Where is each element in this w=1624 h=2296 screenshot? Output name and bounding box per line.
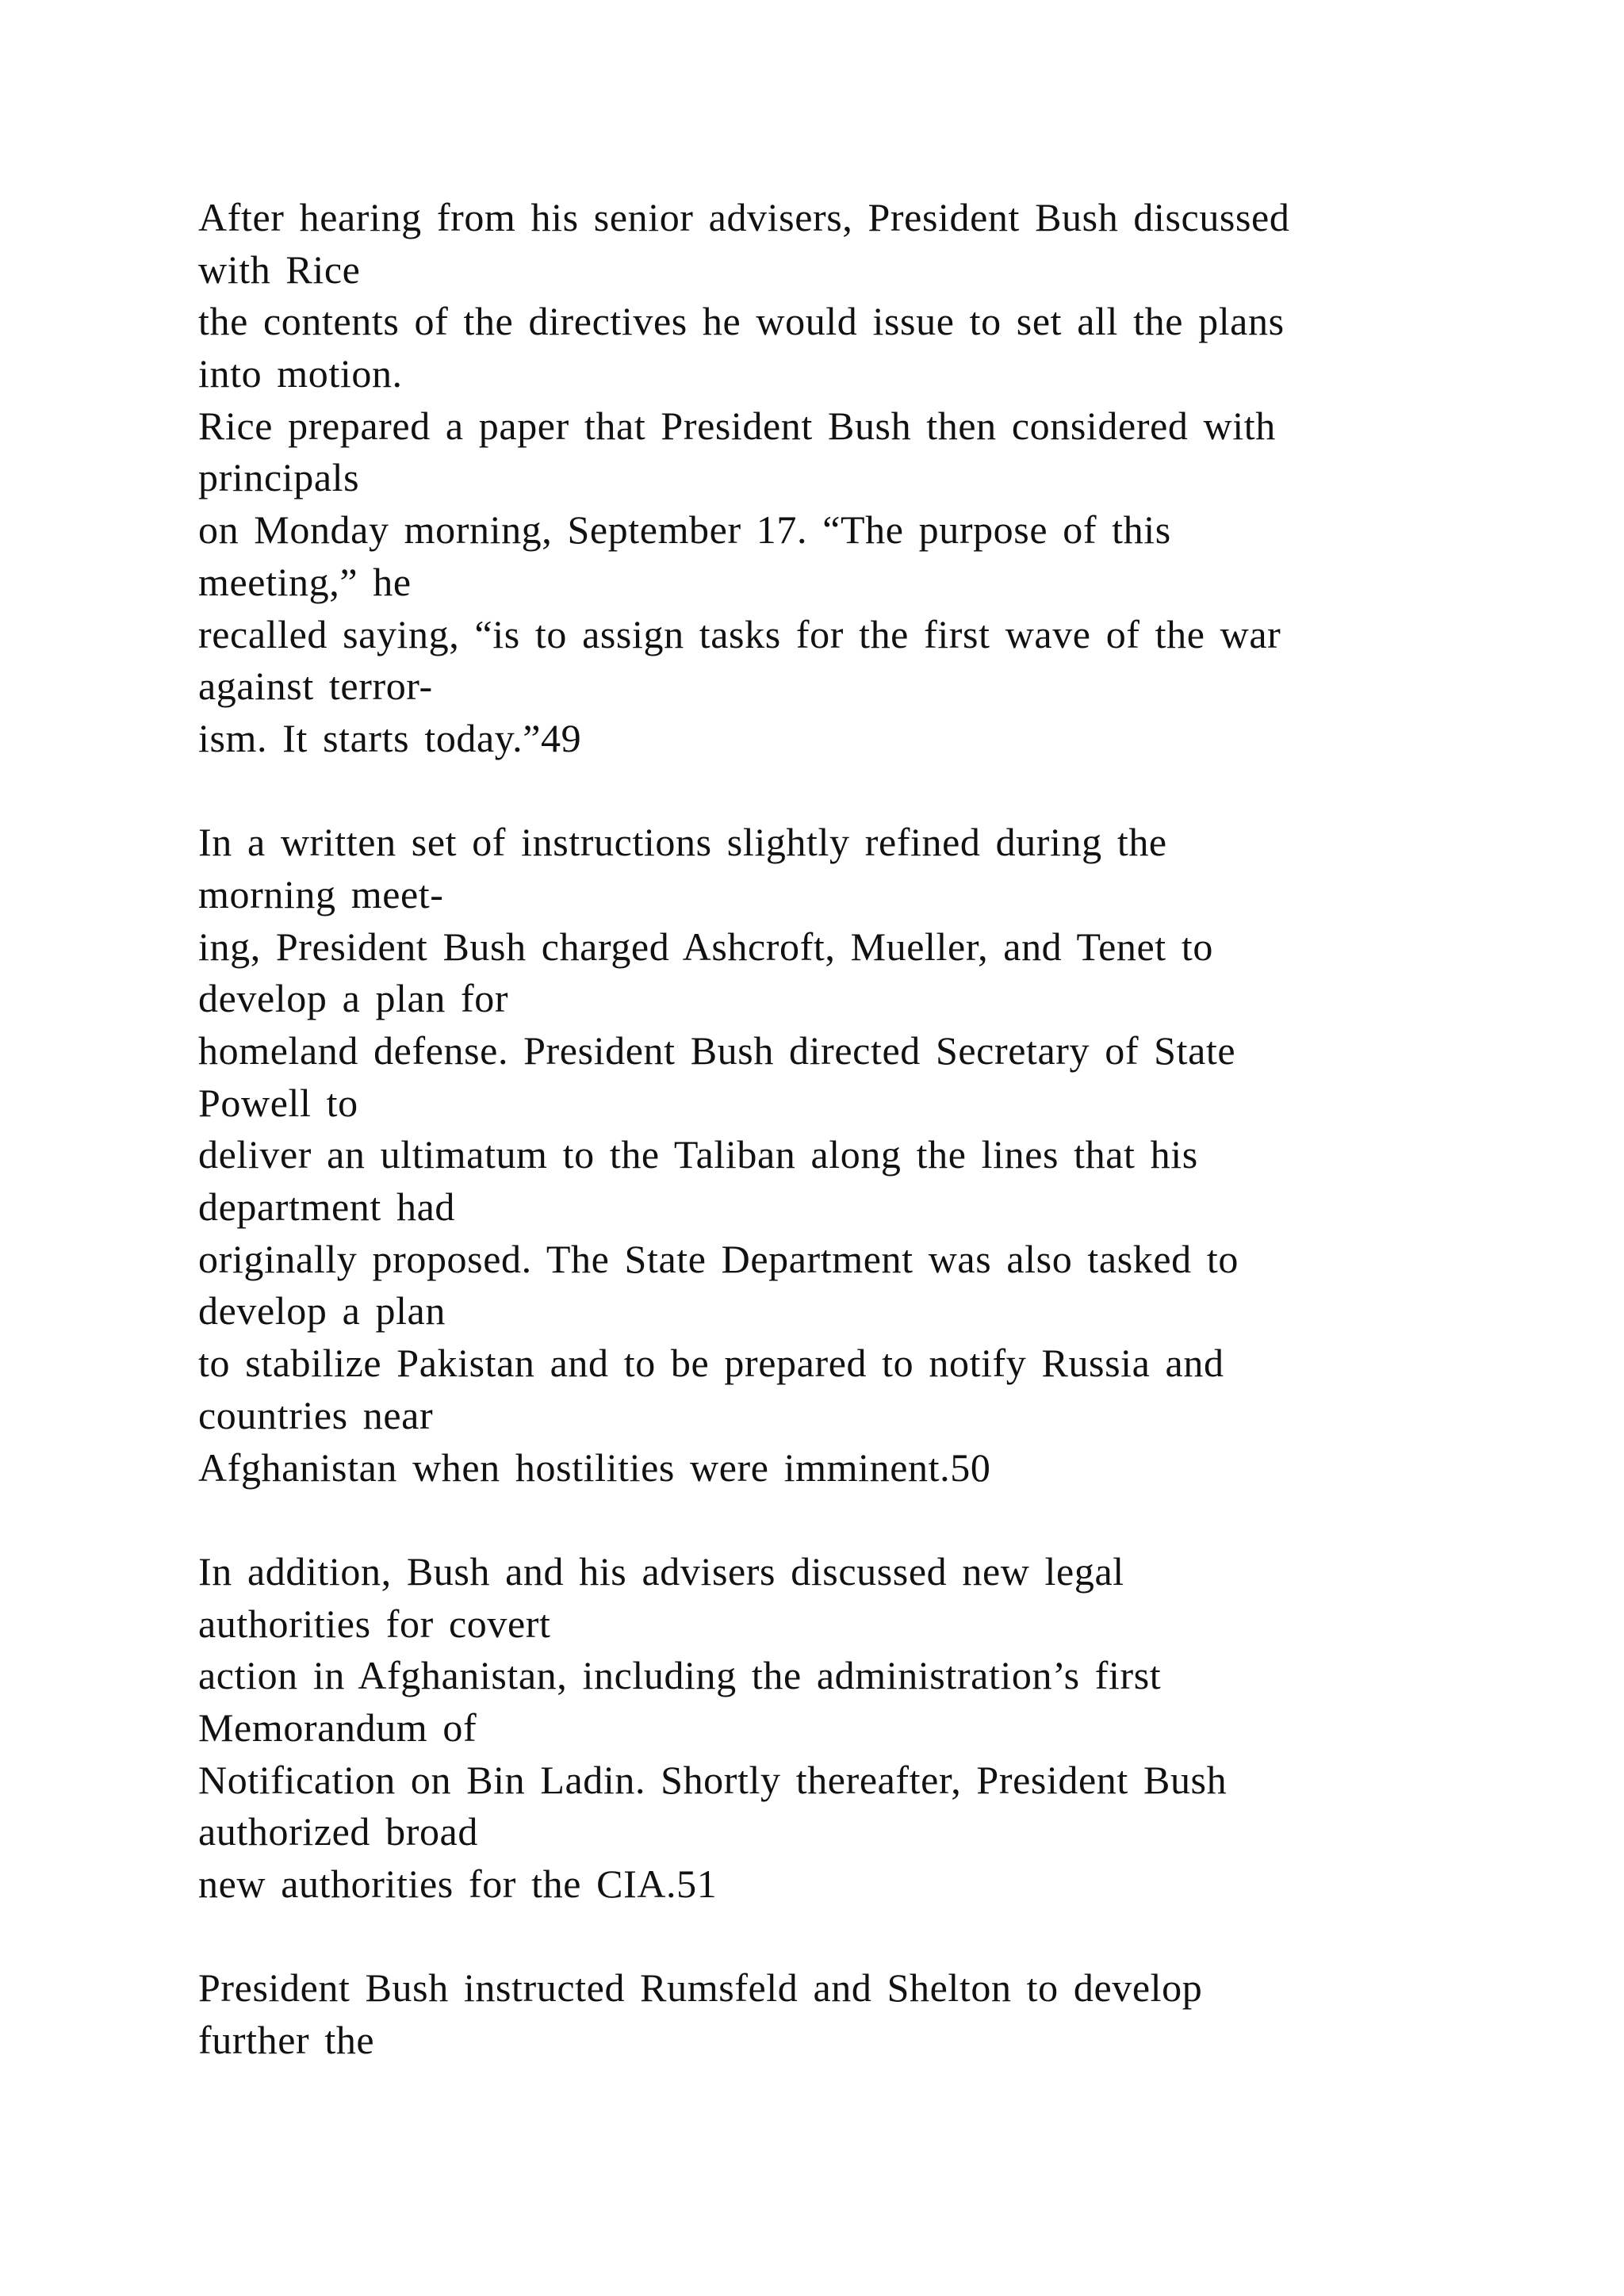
text-line: the contents of the directives he would issue to set all the plans	[198, 299, 1285, 344]
text-line: develop a plan for	[198, 976, 509, 1021]
text-line: on Monday morning, September 17. “The purpose of this	[198, 507, 1171, 553]
text-line: countries near	[198, 1392, 434, 1437]
text-line: further the	[198, 2018, 375, 2063]
paragraph-1	[198, 192, 1610, 765]
text-line: develop a plan	[198, 1288, 446, 1334]
text-line: Afghanistan when hostilities were imminent.50	[198, 1445, 991, 1490]
text-line: with Rice	[198, 247, 361, 292]
text-line: Notification on Bin Ladin. Shortly thereafter, President Bush	[198, 1757, 1228, 1802]
text-line: new authorities for the CIA.51	[198, 1862, 718, 1906]
text-line: Rice prepared a paper that President Bush then considered with	[198, 403, 1276, 448]
paragraph-2	[198, 817, 1610, 1494]
text-line: ing, President Bush charged Ashcroft, Mueller, and Tenet to	[198, 924, 1213, 969]
text-line: deliver an ultimatum to the Taliban along the lines that his	[198, 1132, 1198, 1177]
paragraph-gap	[198, 765, 1610, 817]
document-body	[198, 192, 1610, 2067]
text-line: homeland defense. President Bush directed Secretary of State	[198, 1028, 1236, 1073]
text-line: originally proposed. The State Department was also tasked to	[198, 1236, 1239, 1281]
text-line: department had	[198, 1184, 455, 1230]
paragraph-3	[198, 1546, 1610, 1911]
text-line: to stabilize Pakistan and to be prepared to notify Russia and	[198, 1341, 1224, 1386]
text-line: In addition, Bush and his advisers discussed new legal	[198, 1548, 1124, 1594]
text-line: ism. It starts today.”49	[198, 715, 582, 760]
text-line: action in Afghanistan, including the administration’s first	[198, 1653, 1162, 1698]
text-line: In a written set of instructions slightly refined during the	[198, 820, 1167, 865]
text-line: morning meet-	[198, 871, 444, 916]
text-line: Powell to	[198, 1080, 358, 1125]
paragraph-4	[198, 1962, 1610, 2066]
paragraph-gap	[198, 1494, 1610, 1546]
paragraph-gap	[198, 1911, 1610, 1963]
text-line: principals	[198, 455, 360, 500]
text-line: authorized broad	[198, 1809, 478, 1854]
text-line: Memorandum of	[198, 1705, 477, 1750]
text-line: recalled saying, “is to assign tasks for the first wave of the war	[198, 611, 1281, 656]
text-line: against terror-	[198, 664, 433, 709]
text-line: President Bush instructed Rumsfeld and Shelton to develop	[198, 1965, 1203, 2011]
text-line: into motion.	[198, 351, 403, 396]
text-line: After hearing from his senior advisers, President Bush discussed	[198, 195, 1290, 239]
text-line: authorities for covert	[198, 1601, 551, 1646]
text-line: meeting,” he	[198, 559, 412, 604]
